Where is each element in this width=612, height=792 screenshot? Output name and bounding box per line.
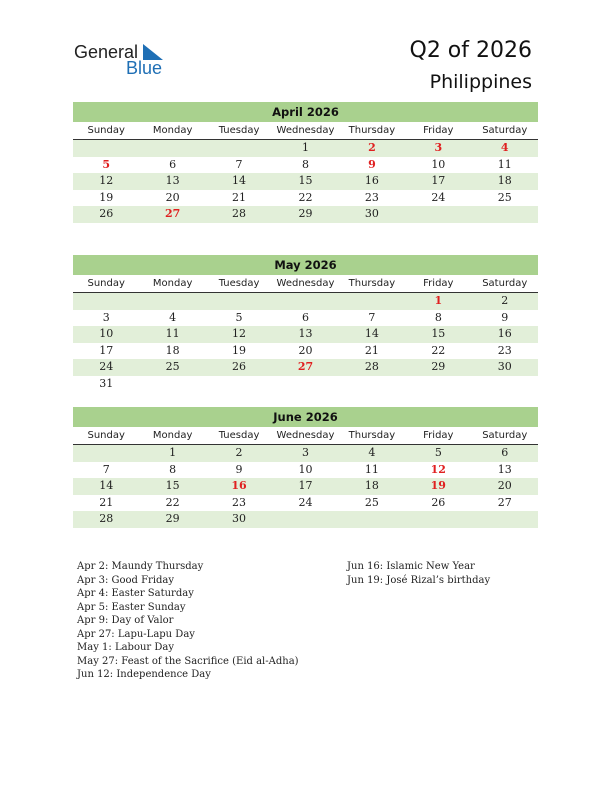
logo-text-blue: Blue [126, 58, 163, 78]
weekday-label: Tuesday [218, 430, 260, 441]
holiday-note: Apr 2: Maundy Thursday [77, 561, 204, 572]
month-title: May 2026 [73, 255, 538, 275]
day-cell [272, 293, 338, 310]
holiday-note: Apr 5: Easter Sunday [77, 601, 186, 613]
day-cell: 19 [99, 190, 114, 204]
day-cell: 8 [434, 310, 442, 324]
holiday-day-cell: 2 [368, 141, 376, 154]
week-row [73, 478, 538, 495]
day-cell: 28 [99, 512, 114, 525]
day-cell: 6 [501, 446, 509, 459]
day-cell: 14 [364, 327, 379, 340]
day-cell: 6 [169, 157, 177, 171]
day-cell [405, 511, 471, 528]
day-cell [339, 293, 405, 310]
day-cell: 1 [301, 141, 309, 154]
day-cell: 22 [431, 343, 446, 357]
day-cell [73, 293, 139, 310]
day-cell: 26 [232, 360, 247, 373]
day-cell: 13 [497, 462, 512, 476]
holiday-day-cell: 1 [434, 294, 443, 307]
holiday-note: Apr 4: Easter Saturday [77, 588, 194, 599]
day-cell: 9 [501, 310, 509, 324]
holiday-list-right [347, 560, 490, 587]
day-cell: 22 [165, 495, 180, 509]
week-row [73, 140, 538, 157]
day-cell: 3 [301, 446, 309, 459]
day-cell: 10 [431, 157, 446, 171]
weekday-label: Tuesday [218, 125, 260, 136]
week-row [73, 206, 538, 223]
weekday-header-row [73, 122, 538, 140]
day-cell: 15 [431, 327, 446, 340]
day-cell: 26 [99, 207, 114, 220]
weekday-label: Friday [423, 125, 454, 136]
day-cell: 24 [298, 495, 313, 509]
day-cell [139, 293, 205, 310]
day-cell: 17 [298, 479, 313, 492]
day-cell [206, 293, 272, 310]
week-row [73, 310, 538, 327]
day-cell: 19 [232, 343, 247, 357]
day-cell [206, 376, 272, 393]
day-cell: 29 [431, 360, 446, 373]
weekday-label: Monday [152, 125, 193, 136]
day-cell [339, 376, 405, 393]
day-cell: 28 [232, 207, 247, 220]
week-row [73, 495, 538, 512]
day-cell: 11 [364, 462, 379, 476]
day-cell [339, 511, 405, 528]
day-cell: 10 [99, 327, 114, 340]
week-row [73, 173, 538, 190]
day-cell: 13 [298, 327, 313, 340]
holiday-day-cell: 4 [500, 141, 509, 154]
day-cell [73, 445, 139, 462]
day-cell: 27 [497, 495, 512, 509]
logo-text-general: General [74, 42, 139, 62]
day-cell: 24 [99, 360, 114, 373]
week-row [73, 190, 538, 207]
day-cell: 25 [165, 360, 180, 373]
weekday-label: Monday [152, 430, 193, 441]
day-cell: 11 [497, 157, 512, 171]
day-cell [272, 376, 338, 393]
day-cell [472, 511, 538, 528]
holiday-list-left [77, 560, 299, 682]
day-cell [73, 140, 139, 157]
holiday-day-cell: 3 [434, 141, 443, 154]
day-cell: 5 [434, 446, 442, 459]
weekday-label: Wednesday [276, 430, 335, 441]
day-cell: 7 [368, 310, 376, 324]
day-cell: 24 [431, 190, 446, 204]
week-row [73, 343, 538, 360]
day-cell: 2 [235, 446, 243, 459]
day-cell: 29 [165, 512, 180, 525]
holiday-day-cell: 12 [430, 462, 446, 476]
day-cell [405, 206, 471, 223]
day-cell: 20 [165, 190, 180, 204]
day-cell: 16 [364, 174, 379, 187]
country-name: Philippines [429, 71, 532, 93]
weekday-label: Tuesday [218, 278, 260, 289]
day-cell: 31 [99, 376, 114, 390]
day-cell: 7 [102, 462, 110, 476]
day-cell: 20 [298, 343, 313, 357]
day-cell: 17 [99, 343, 114, 357]
day-cell: 11 [165, 327, 180, 340]
day-cell: 18 [364, 479, 379, 492]
day-cell: 25 [364, 495, 379, 509]
brand-logo [74, 42, 174, 78]
holiday-day-cell: 9 [368, 157, 376, 171]
day-cell: 18 [497, 174, 512, 187]
day-cell: 22 [298, 190, 313, 204]
week-row [73, 376, 538, 393]
weekday-label: Wednesday [276, 278, 335, 289]
week-row [73, 157, 538, 174]
day-cell: 15 [165, 479, 180, 492]
weekday-label: Monday [152, 278, 193, 289]
holiday-day-cell: 16 [231, 479, 247, 492]
day-cell: 21 [99, 495, 114, 509]
day-cell: 21 [364, 343, 379, 357]
weekday-label: Saturday [482, 430, 528, 441]
month-calendar [73, 255, 538, 392]
holiday-day-cell: 27 [164, 207, 181, 220]
weekday-label: Friday [423, 278, 454, 289]
day-cell: 13 [165, 174, 180, 187]
weekday-header-row [73, 275, 538, 293]
day-cell: 8 [301, 157, 309, 171]
day-cell: 30 [232, 512, 247, 525]
day-cell: 21 [232, 190, 247, 204]
weekday-label: Saturday [482, 278, 528, 289]
day-cell: 23 [232, 495, 247, 509]
weekday-label: Wednesday [276, 125, 335, 136]
day-cell: 5 [235, 310, 243, 324]
day-cell [139, 140, 205, 157]
week-row [73, 445, 538, 462]
day-cell: 3 [102, 310, 110, 324]
day-cell: 23 [497, 343, 512, 357]
holiday-note: May 27: Feast of the Sacrifice (Eid al-Adha) [77, 655, 299, 667]
holiday-day-cell: 27 [297, 360, 314, 373]
day-cell: 15 [298, 174, 313, 187]
weekday-label: Sunday [87, 125, 125, 136]
month-calendar [73, 407, 538, 528]
day-cell: 6 [301, 310, 309, 324]
day-cell: 4 [368, 446, 376, 459]
day-cell: 2 [501, 294, 509, 307]
weekday-label: Thursday [348, 125, 396, 136]
weekday-label: Saturday [482, 125, 528, 136]
day-cell [206, 140, 272, 157]
week-row [73, 511, 538, 528]
weekday-label: Friday [423, 430, 454, 441]
weekday-header-row [73, 427, 538, 445]
day-cell: 14 [99, 479, 114, 492]
week-row [73, 293, 538, 310]
day-cell: 17 [431, 174, 446, 187]
page-title: Q2 of 2026 [409, 38, 532, 63]
day-cell: 10 [298, 462, 313, 476]
holiday-note: Apr 9: Day of Valor [77, 615, 174, 626]
day-cell [272, 511, 338, 528]
day-cell [139, 376, 205, 393]
month-title: April 2026 [73, 102, 538, 122]
month-calendar [73, 102, 538, 223]
day-cell: 23 [364, 190, 379, 204]
day-cell: 14 [232, 174, 247, 187]
day-cell: 29 [298, 207, 313, 220]
holiday-day-cell: 19 [430, 479, 446, 492]
day-cell [472, 376, 538, 393]
holiday-note: Jun 19: José Rizal’s birthday [347, 574, 491, 586]
day-cell: 18 [165, 343, 180, 357]
day-cell: 8 [169, 462, 177, 476]
day-cell: 12 [99, 174, 114, 187]
day-cell: 30 [497, 360, 512, 373]
day-cell [405, 376, 471, 393]
holiday-note: May 1: Labour Day [77, 642, 174, 653]
holiday-note: Jun 12: Independence Day [77, 669, 211, 680]
weekday-label: Thursday [348, 430, 396, 441]
month-title: June 2026 [73, 407, 538, 427]
week-row [73, 326, 538, 343]
holiday-note: Apr 3: Good Friday [77, 574, 175, 586]
week-row [73, 359, 538, 376]
day-cell: 25 [497, 190, 512, 204]
weekday-label: Sunday [87, 278, 125, 289]
day-cell: 26 [431, 495, 446, 509]
holiday-note: Jun 16: Islamic New Year [347, 561, 475, 572]
day-cell: 28 [364, 360, 379, 373]
day-cell: 7 [235, 157, 243, 171]
holiday-day-cell: 5 [102, 157, 111, 171]
day-cell: 4 [169, 310, 177, 324]
day-cell: 20 [497, 479, 512, 492]
weekday-label: Sunday [87, 430, 125, 441]
holiday-note: Apr 27: Lapu-Lapu Day [77, 628, 195, 640]
day-cell: 12 [232, 327, 247, 340]
day-cell: 16 [497, 327, 512, 340]
day-cell: 1 [169, 446, 177, 459]
week-row [73, 462, 538, 479]
day-cell [472, 206, 538, 223]
day-cell: 9 [235, 462, 243, 476]
weekday-label: Thursday [348, 278, 396, 289]
day-cell: 30 [364, 207, 379, 220]
